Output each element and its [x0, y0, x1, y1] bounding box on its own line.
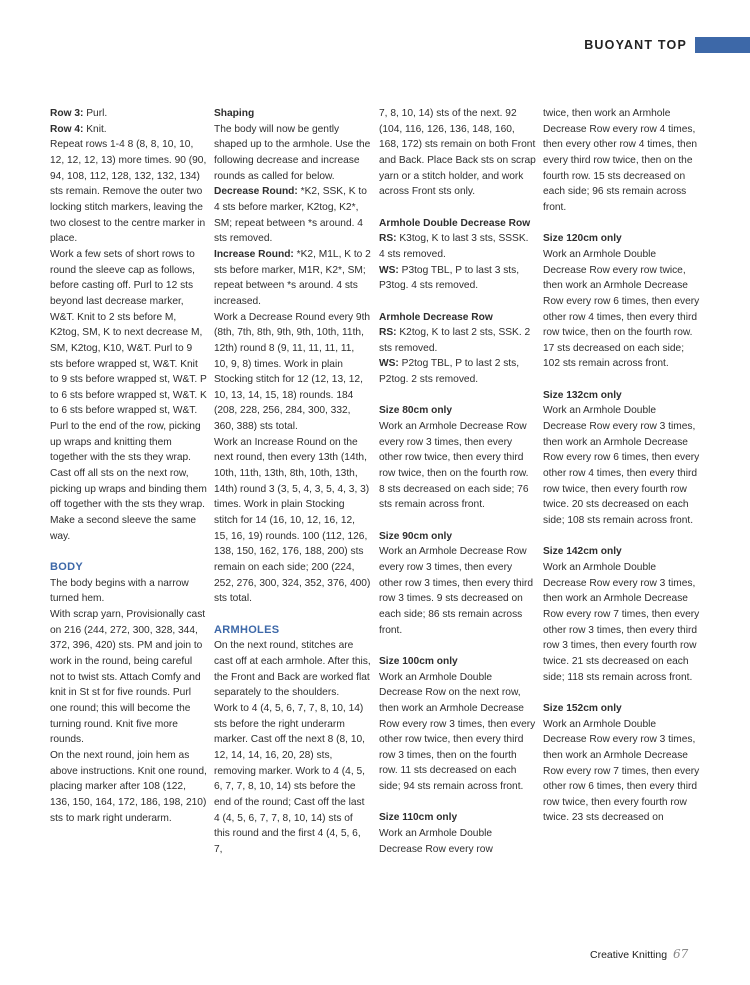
paragraph: [50, 122, 207, 138]
paragraph: [214, 435, 371, 607]
paragraph-gap: [543, 529, 700, 545]
accent-bar: [695, 37, 750, 53]
instruction-text: The body begins with a narrow turned hem.: [50, 577, 189, 605]
instruction-label: Row 4:: [50, 123, 84, 135]
instruction-text: Work a few sets of short rows to round the sleeve cap as follows, before casting off. Purl to 12 sts beyond last decrease marker, W&T. Knit to 2 sts before M, K2tog, SM, K to next decrease M, SM, K2tog, K10, W&T. Purl to 9 sts before wrapped st, W&T. Knit to 9 sts before wrapped st, W&T. P to 6 sts before wrapped st, W&T. K to 6 sts before wrapped st, W&T.: [50, 248, 207, 417]
paragraph-gap: [543, 685, 700, 701]
paragraph: [50, 419, 207, 466]
paragraph-gap: [543, 372, 700, 388]
paragraph: [214, 310, 371, 435]
paragraph: [50, 513, 207, 544]
paragraph: [50, 137, 207, 247]
subheading: Size 100cm only: [379, 655, 458, 667]
paragraph: [543, 247, 700, 372]
paragraph-gap: [379, 795, 536, 811]
paragraph: [50, 576, 207, 607]
instruction-text: Work an Armhole Double Decrease Row every row twice, then work an Armhole Decrease Row every row 6 times, then every other row 4 times, then every third row twice, then on the fourth row. 17 sts decreased on each side; 102 sts remain across front.: [543, 248, 700, 370]
subheading: Shaping: [214, 108, 255, 119]
instruction-text: Knit.: [83, 123, 107, 135]
instruction-text: *K2, M1L, K to 2 sts before marker, M1R, K2*, SM; repeat between *s around. 4 sts increased.: [214, 248, 371, 307]
instruction-text: Work an Armhole Decrease Row every row 3 times, then every other row 3 times, then every third row 3 times. 9 sts decreased on each side; 86 sts remain across front.: [379, 546, 534, 636]
paragraph-gap: [379, 200, 536, 216]
instruction-label: Increase Round:: [214, 248, 294, 260]
paragraph: [543, 717, 700, 827]
paragraph: [379, 826, 536, 857]
instruction-text: K3tog, K to last 3 sts, SSSK. 4 sts removed.: [379, 233, 529, 260]
pattern-title: BUOYANT TOP: [584, 38, 687, 52]
section-heading: BODY: [50, 561, 83, 574]
subheading: Size 90cm only: [379, 530, 453, 542]
instruction-text: twice, then work an Armhole Decrease Row every row 4 times, then every other row 4 times, then every third row twice, then on the fourth row. 15 sts decreased on each side; 96 sts remain across front.: [543, 108, 698, 213]
instruction-text: P3tog TBL, P to last 3 sts, P3tog. 4 sts removed.: [379, 264, 520, 292]
page-footer: [590, 947, 740, 961]
section-heading: ARMHOLES: [214, 623, 280, 636]
magazine-name: Creative Knitting: [590, 949, 668, 961]
text-column-3: [379, 106, 536, 857]
instruction-text: The body will now be gently shaped up to the armhole. Use the following decrease and increase rounds as called for below.: [214, 123, 371, 182]
instruction-text: 7, 8, 10, 14) sts of the next. 92 (104, 116, 126, 136, 148, 160, 168, 172) sts remain on both Front and Back. Place Back sts on scrap yarn or a stitch holder, and work across Front sts only.: [379, 108, 536, 198]
text-column-4: [543, 106, 700, 826]
paragraph-gap: [543, 216, 700, 232]
paragraph-gap: [50, 544, 207, 560]
instruction-label: WS:: [379, 358, 399, 370]
paragraph: [214, 247, 371, 310]
paragraph: [379, 419, 536, 513]
instruction-text: *K2, SSK, K to 4 sts before marker, K2tog, K2*, SM; repeat between *s around. 4 sts removed.: [214, 186, 367, 245]
paragraph: [379, 356, 536, 387]
paragraph-gap: [379, 513, 536, 529]
paragraph: [50, 748, 207, 826]
text-column-2: [214, 106, 371, 857]
instruction-text: Cast off all sts on the next row, picking up wraps and binding them off together with the sts they wrap.: [50, 468, 207, 511]
paragraph: [379, 231, 536, 262]
instruction-label: Row 3:: [50, 108, 84, 119]
paragraph: [50, 607, 207, 748]
paragraph-gap: [379, 638, 536, 654]
paragraph: [379, 544, 536, 638]
paragraph: [50, 247, 207, 419]
paragraph: [214, 122, 371, 185]
paragraph-gap: [214, 607, 371, 623]
instruction-label: RS:: [379, 327, 397, 339]
instruction-text: Work an Armhole Double Decrease Row every row 3 times, then work an Armhole Decrease Row every row 7 times, then every other row 6 times, then every third row twice, then every fourth row twice. 23 sts decreased on: [543, 718, 700, 824]
paragraph: [379, 106, 536, 200]
subheading: Size 120cm only: [543, 233, 622, 245]
paragraph: [214, 184, 371, 247]
subheading: Size 80cm only: [379, 405, 453, 417]
instruction-text: Work an Armhole Decrease Row every row 3 times, then every other row twice, then every third row twice, then on the fourth row. 8 sts decreased on each side; 76 sts remain across front.: [379, 421, 529, 511]
instruction-text: Work an Increase Round on the next round, then every 13th (14th, 10th, 11th, 13th, 8th, 10th, 13th, 14th) round 3 (3, 5, 4, 3, 5, 4, 3, 3) times. Work in plain Stocking stitch for 14 (16, 10, 12, 16, 12, 15, 16, 19) rounds. 100 (112, 126, 138, 150, 162, 176, 188, 200) sts remain on each side; 200 (224, 252, 276, 300, 324, 352, 376, 400) sts total.: [214, 436, 371, 605]
instruction-text: On the next round, join hem as above instructions. Knit one round, placing marker after 108 (122, 136, 150, 164, 172, 186, 198, 210) sts to mark right underarm.: [50, 749, 207, 824]
instruction-text: With scrap yarn, Provisionally cast on 216 (244, 272, 300, 328, 344, 372, 396, 420) sts. PM and join to work in the round, being careful not to twist sts. Attach Comfy and knit in St st for five rounds. Purl one round; this will become the turning round. Knit five more rounds.: [50, 608, 206, 746]
instruction-text: Work an Armhole Double Decrease Row every row: [379, 828, 493, 855]
subheading: Size 152cm only: [543, 702, 622, 714]
instruction-text: Work an Armhole Double Decrease Row every row 3 times, then work an Armhole Decrease Row every row 6 times, then every other row 4 times, then every third row twice, then every fourth row twice. 20 sts decreased on each side; 108 sts remain across front.: [543, 405, 700, 527]
paragraph: [214, 638, 371, 701]
paragraph: [543, 106, 700, 216]
running-header: [584, 37, 750, 53]
paragraph: [543, 560, 700, 685]
instruction-text: Repeat rows 1-4 8 (8, 8, 10, 10, 12, 12, 12, 13) more times. 90 (90, 94, 108, 112, 128, 132, 132, 134) sts remain. Remove the outer two locking stitch markers, leaving the two closest to the centre marker in place.: [50, 139, 207, 245]
instruction-text: P2tog TBL, P to last 2 sts, P2tog. 2 sts removed.: [379, 358, 520, 386]
instruction-text: Work to 4 (4, 5, 6, 7, 7, 8, 10, 14) sts before the right underarm marker. Cast off the next 8 (8, 10, 12, 14, 14, 16, 20, 28) sts, removing marker. Work to 4 (4, 5, 6, 7, 7, 8, 10, 14) sts before the end of the round; Cast off the last 4 (4, 5, 6, 7, 7, 8, 10, 14) sts of this round and the first 4 (4, 5, 6, 7,: [214, 702, 366, 855]
paragraph: [543, 403, 700, 528]
subheading: Armhole Double Decrease Row: [379, 217, 531, 229]
paragraph: [50, 466, 207, 513]
instruction-text: Purl.: [83, 108, 108, 119]
instruction-label: Decrease Round:: [214, 186, 298, 198]
instruction-text: Make a second sleeve the same way.: [50, 515, 197, 542]
text-column-1: [50, 106, 207, 826]
instruction-text: K2tog, K to last 2 sts, SSK. 2 sts removed.: [379, 327, 531, 354]
subheading: Size 142cm only: [543, 546, 622, 558]
instruction-text: Purl to the end of the row, picking up wraps and knitting them together with the sts they wrap.: [50, 421, 201, 464]
instruction-text: On the next round, stitches are cast off at each armhole. After this, the Front and Back are worked flat separately to the shoulders.: [214, 640, 371, 699]
paragraph: [379, 670, 536, 795]
paragraph: [379, 325, 536, 356]
instruction-label: WS:: [379, 264, 399, 276]
paragraph-gap: [379, 294, 536, 310]
instruction-text: Work an Armhole Double Decrease Row on the next row, then work an Armhole Decrease Row every row 3 times, then every other row twice, then every third row 3 times, then on the fourth row. 11 sts decreased on each side; 94 sts remain across front.: [379, 671, 536, 793]
paragraph: [214, 701, 371, 858]
paragraph: [50, 106, 207, 122]
paragraph: [379, 263, 536, 294]
paragraph-gap: [379, 388, 536, 404]
subheading: Armhole Decrease Row: [379, 311, 493, 323]
subheading: Size 132cm only: [543, 389, 622, 401]
page-number: 67: [673, 947, 689, 961]
instruction-text: Work an Armhole Double Decrease Row every row 3 times, then work an Armhole Decrease Row every row 7 times, then every other row 3 times, then every third row 3 times, then every fourth row twice. 21 sts decreased on each side; 118 sts remain across front.: [543, 561, 700, 683]
subheading: Size 110cm only: [379, 812, 458, 824]
instruction-label: RS:: [379, 233, 397, 245]
instruction-text: Work a Decrease Round every 9th (8th, 7th, 8th, 9th, 9th, 10th, 11th, 12th) round 8 (9, 11, 11, 11, 11, 10, 9, 8) times. Work in plain Stocking stitch for 12 (12, 13, 12, 10, 13, 14, 15, 18) rounds. 184 (208, 228, 256, 284, 300, 332, 360, 388) sts total.: [214, 311, 371, 433]
